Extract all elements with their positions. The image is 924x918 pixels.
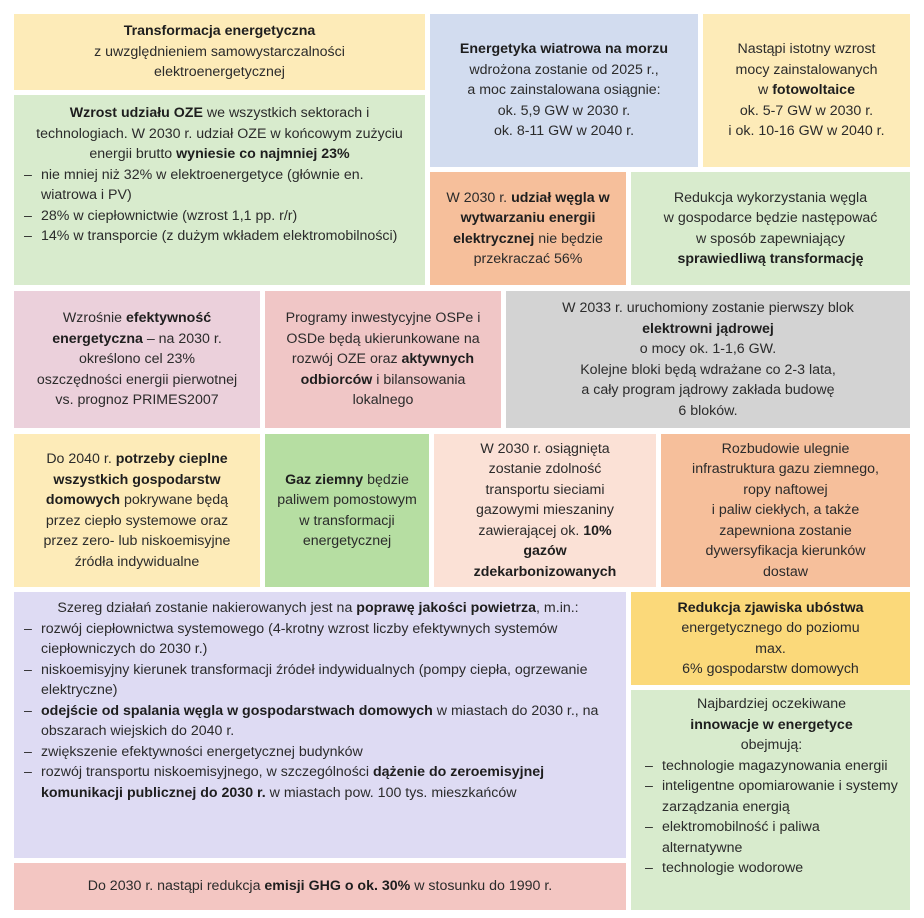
list-item: – rozwój transportu niskoemisyjnego, w szczególności dążenie do zeroemisyjnej komunikacji publicznej do 2030 r. w miastach pow. 100 tys. mieszkańców [24,762,612,803]
tile-line: Najbardziej oczekiwane [696,696,847,712]
innovations-list [645,756,898,879]
highlight-text: Gaz ziemny [285,471,364,488]
tile-line: Nastąpi istotny wzrost [737,41,876,58]
tile-line: ok. 5,9 GW w 2030 r. [497,102,631,119]
highlight-text: wyniesie co najmniej 23% [176,146,350,162]
tile-text: W 2030 r. osiągnięta zostanie zdolność transportu sieciami gazowymi mieszaniny zawierającej ok. 10% gazów zdekarbonizowanych [473,440,617,580]
tile-line: 6 bloków. [678,402,738,419]
tile-line: i paliw ciekłych, a także [711,502,860,519]
tile-coal-reduction [631,172,910,285]
list-item: – rozwój ciepłownictwa systemowego (4-krotny wzrost liczby efektywnych systemów ciepłowniczych do 2030 r.) [24,619,612,660]
tile-line: ropy naftowej [743,481,828,498]
tile-coal-share [430,172,626,285]
tile-energy-poverty [631,592,910,685]
tile-title: Energetyka wiatrowa na morzu [459,41,669,58]
tile-nuclear-power [506,291,910,428]
tile-line: w gospodarce będzie następować [663,210,878,226]
highlight-text: efektywność energetyczna [52,310,212,347]
highlight-text: udział węgla w wytwarzaniu energii elektrycznej [453,189,610,247]
tile-air-quality [14,592,626,858]
highlight-text: sprawiedliwą transformację [677,251,864,267]
tile-line: zapewniona zostanie [719,522,852,539]
tile-line: ok. 5-7 GW w 2030 r. [739,102,874,119]
tile-intro [24,103,415,165]
list-item: – odejście od spalania węgla w gospodarstwach domowych w miastach do 2030 r., na obszarach wiejskich do 2040 r. [24,701,612,742]
tile-offshore-wind [430,14,698,167]
highlight-text: innowacje w energetyce [690,716,853,733]
tile-line: Rozbudowie ulegnie [721,440,850,457]
tile-oze-share [14,95,425,285]
air-quality-list [24,619,612,804]
highlight-text: fotowoltaice [772,82,855,99]
highlight-text: potrzeby cieplne wszystkich gospodarstw domowych [45,451,228,508]
tile-decarbonized-gases [434,434,656,587]
tile-title: Transformacja energetyczna [123,23,316,40]
list-item: – niskoemisyjny kierunek transformacji źródeł indywidualnych (pompy ciepła, ogrzewanie elektryczne) [24,660,612,701]
tile-line: obejmują: [740,737,803,753]
list-item: – 28% w ciepłownictwie (wzrost 1,1 pp. r/r) [24,206,415,227]
tile-line: a moc zainstalowana osiągnie: [467,82,661,99]
tile-line: Redukcja wykorzystania węgla [673,189,868,206]
tile-line: z uwzględnieniem samowystarczalności [94,43,345,60]
highlight-text: emisji GHG o ok. 30% [264,878,411,895]
tile-text: Do 2040 r. potrzeby cieplne wszystkich gospodarstw domowych pokrywane będą przez ciepło systemowe oraz przez zero- lub niskoemisyjne źródła indywidualne [43,451,231,570]
highlight-text: 10% gazów zdekarbonizowanych [473,522,617,580]
tile-line: 6% gospodarstw domowych [682,661,859,677]
oze-list [24,165,415,247]
tile-line: o mocy ok. 1-1,6 GW. [639,341,777,357]
tile-text: Gaz ziemny będzie paliwem pomostowym w transformacji energetycznej [277,471,417,549]
list-item: – elektromobilność i paliwa alternatywne [645,817,898,858]
tile-line: w fotowoltaice [758,82,855,99]
list-item: – technologie magazynowania energii [645,756,898,777]
highlight-text: elektrowni jądrowej [642,320,774,337]
list-item: – zwiększenie efektywności energetycznej budynków [24,742,612,763]
tile-text: Do 2030 r. nastąpi redukcja emisji GHG o ok. 30% w stosunku do 1990 r. [87,878,553,895]
tile-line: dywersyfikacja kierunków [705,543,866,560]
tile-ghg-emissions [14,863,626,910]
tile-text: Wzrośnie efektywność energetyczna – na 2030 r. określono cel 23% oszczędności energii pierwotnej vs. prognoz PRIMES2007 [36,310,238,409]
tile-line: energetycznego do poziomu [681,620,860,636]
tile-line: mocy zainstalowanych [735,61,878,78]
tile-line: W 2033 r. uruchomiony zostanie pierwszy blok [562,300,854,316]
highlight-text: Wzrost udziału OZE [69,105,203,121]
tile-intro: Szereg działań zostanie nakierowanych jest na poprawę jakości powietrza, m.in.: [57,600,579,616]
tile-line: i ok. 10-16 GW w 2040 r. [728,123,885,140]
list-item: – nie mniej niż 32% w elektroenergetyce (głównie en. wiatrowa i PV) [24,165,415,206]
tile-line: max. [755,640,786,657]
tile-line: a cały program jądrowy zakłada budowę [581,382,835,398]
tile-line: ok. 8-11 GW w 2040 r. [493,123,635,140]
tile-line: w sposób zapewniający [695,230,846,247]
tile-line: wdrożona zostanie od 2025 r., [469,61,659,78]
highlight-text: aktywnych odbiorców [300,351,475,388]
highlight-text: poprawę jakości powietrza [356,600,537,616]
tile-text: Programy inwestycyjne OSPe i OSDe będą ukierunkowane na rozwój OZE oraz aktywnych odbiorców i bilansowania lokalnego [285,310,481,409]
tile-line: infrastruktura gazu ziemnego, [692,461,879,478]
highlight-text: dążenie do zeroemisyjnej komunikacji publicznej do 2030 r. [41,764,545,801]
tile-energy-efficiency [14,291,260,428]
highlight-text: odejście od spalania węgla w gospodarstwach domowych [41,702,433,719]
tile-energy-innovations [631,690,910,910]
highlight-text: Redukcja zjawiska ubóstwa [677,599,864,616]
tile-photovoltaics [703,14,910,167]
tile-gas-infrastructure [661,434,910,587]
body-text: we wszystkich sektorach i technologiach. W 2030 r. udział OZE w końcowym zużyciu energii brutto [36,105,403,162]
tile-line: elektroenergetycznej [154,64,285,81]
tile-text: W 2030 r. udział węgla w wytwarzaniu energii elektrycznej nie będzie przekraczać 56% [446,189,610,267]
tile-natural-gas [265,434,429,587]
tile-line: dostaw [763,563,808,580]
list-item: – inteligentne opomiarowanie i systemy zarządzania energią [645,776,898,817]
tile-line: Kolejne bloki będą wdrażane co 2-3 lata, [580,361,836,378]
list-item: – technologie wodorowe [645,858,898,879]
tile-household-heating [14,434,260,587]
tile-investment-programs [265,291,501,428]
list-item: – 14% w transporcie (z dużym wkładem elektromobilności) [24,226,415,247]
tile-energy-transformation [14,14,425,90]
